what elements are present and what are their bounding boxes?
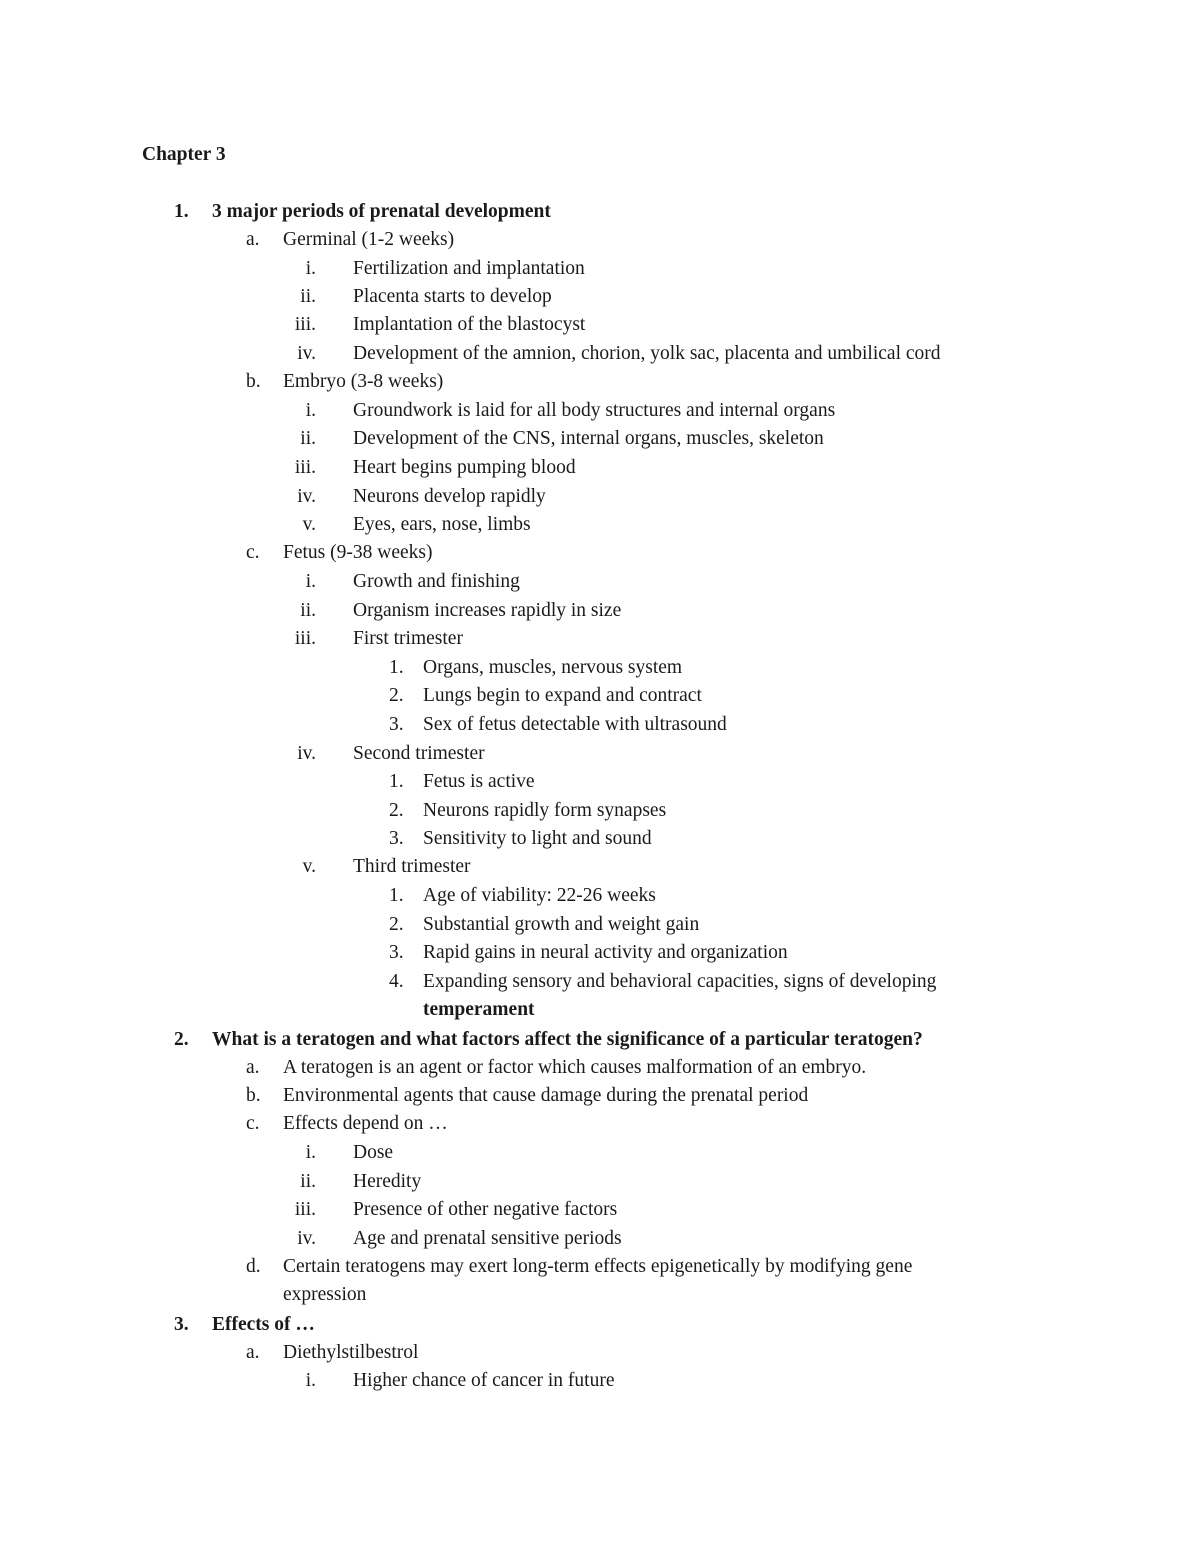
list-marker: ii. — [300, 428, 316, 449]
list-marker: i. — [305, 1142, 316, 1163]
list-item: Age of viability: 22-26 weeks — [423, 885, 656, 906]
list-item: Lungs begin to expand and contract — [423, 685, 702, 706]
chapter-title: Chapter 3 — [142, 144, 226, 165]
list-marker: c. — [246, 542, 260, 563]
list-item: Heart begins pumping blood — [353, 457, 576, 478]
q3-number: 3. — [174, 1314, 189, 1335]
q2-number: 2. — [174, 1029, 189, 1050]
list-item: Expanding sensory and behavioral capacities, signs of developing — [423, 971, 937, 992]
list-marker: ii. — [300, 600, 316, 621]
list-marker: iii. — [294, 457, 316, 478]
list-marker: i. — [305, 258, 316, 279]
list-marker: i. — [305, 1370, 316, 1391]
list-marker: iii. — [294, 628, 316, 649]
list-item: Presence of other negative factors — [353, 1199, 618, 1220]
list-marker: 1. — [389, 657, 404, 678]
list-item: Development of the CNS, internal organs, muscles, skeleton — [353, 428, 824, 449]
outline-item-fetus: Fetus (9-38 weeks) — [283, 542, 433, 563]
outline-item-second-trimester: Second trimester — [353, 743, 485, 764]
list-item: Growth and finishing — [353, 571, 520, 592]
list-marker: 2. — [389, 914, 404, 935]
list-item: Groundwork is laid for all body structures and internal organs — [353, 400, 836, 421]
list-marker: ii. — [300, 1171, 316, 1192]
list-marker: ii. — [300, 286, 316, 307]
list-marker: iv. — [297, 343, 316, 364]
list-item: Environmental agents that cause damage during the prenatal period — [283, 1085, 809, 1106]
list-marker: 1. — [389, 885, 404, 906]
list-marker: 2. — [389, 800, 404, 821]
list-item: Implantation of the blastocyst — [353, 314, 586, 335]
list-item: Organism increases rapidly in size — [353, 600, 622, 621]
list-item: Certain teratogens may exert long-term effects epigenetically by modifying gene — [283, 1256, 913, 1277]
q2-title: What is a teratogen and what factors affect the significance of a particular teratogen? — [212, 1029, 923, 1050]
list-item: Sex of fetus detectable with ultrasound — [423, 714, 727, 735]
list-marker: iv. — [297, 743, 316, 764]
list-item: Diethylstilbestrol — [283, 1342, 419, 1363]
list-item: Neurons develop rapidly — [353, 486, 546, 507]
list-marker: 1. — [389, 771, 404, 792]
list-item: Heredity — [353, 1171, 422, 1192]
outline-item-embryo: Embryo (3-8 weeks) — [283, 371, 444, 392]
list-marker: 3. — [389, 942, 404, 963]
list-item: Substantial growth and weight gain — [423, 914, 700, 935]
q1-title: 3 major periods of prenatal development — [212, 201, 551, 222]
outline-item-germinal: Germinal (1-2 weeks) — [283, 229, 455, 250]
list-item: Rapid gains in neural activity and organization — [423, 942, 788, 963]
list-marker: iv. — [297, 1228, 316, 1249]
list-item: Organs, muscles, nervous system — [423, 657, 683, 678]
list-item: Development of the amnion, chorion, yolk sac, placenta and umbilical cord — [353, 343, 941, 364]
list-item-continuation: temperament — [423, 999, 535, 1020]
list-item: Dose — [353, 1142, 394, 1163]
list-marker: i. — [305, 400, 316, 421]
list-marker: a. — [246, 1342, 260, 1363]
list-marker: b. — [246, 371, 261, 392]
list-marker: v. — [302, 514, 316, 535]
outline-item-first-trimester: First trimester — [353, 628, 463, 649]
list-item: Fertilization and implantation — [353, 258, 585, 279]
list-marker: d. — [246, 1256, 261, 1277]
outline-item-third-trimester: Third trimester — [353, 856, 471, 877]
list-marker: 4. — [389, 971, 404, 992]
list-marker: c. — [246, 1113, 260, 1134]
list-item: Age and prenatal sensitive periods — [353, 1228, 622, 1249]
list-marker: 2. — [389, 685, 404, 706]
list-marker: b. — [246, 1085, 261, 1106]
list-item: Placenta starts to develop — [353, 286, 552, 307]
list-item: A teratogen is an agent or factor which causes malformation of an embryo. — [283, 1057, 867, 1078]
list-marker: iii. — [294, 314, 316, 335]
list-marker: v. — [302, 856, 316, 877]
list-item: Effects depend on … — [283, 1113, 448, 1134]
list-item-continuation: expression — [283, 1284, 367, 1305]
q3-title: Effects of … — [212, 1314, 315, 1335]
list-marker: a. — [246, 229, 260, 250]
list-marker: i. — [305, 571, 316, 592]
list-item: Sensitivity to light and sound — [423, 828, 652, 849]
list-marker: 3. — [389, 714, 404, 735]
list-marker: 3. — [389, 828, 404, 849]
list-item: Fetus is active — [423, 771, 535, 792]
list-marker: a. — [246, 1057, 260, 1078]
q1-number: 1. — [174, 201, 189, 222]
list-item: Higher chance of cancer in future — [353, 1370, 615, 1391]
list-marker: iv. — [297, 486, 316, 507]
list-item: Neurons rapidly form synapses — [423, 800, 667, 821]
list-marker: iii. — [294, 1199, 316, 1220]
list-item: Eyes, ears, nose, limbs — [353, 514, 531, 535]
